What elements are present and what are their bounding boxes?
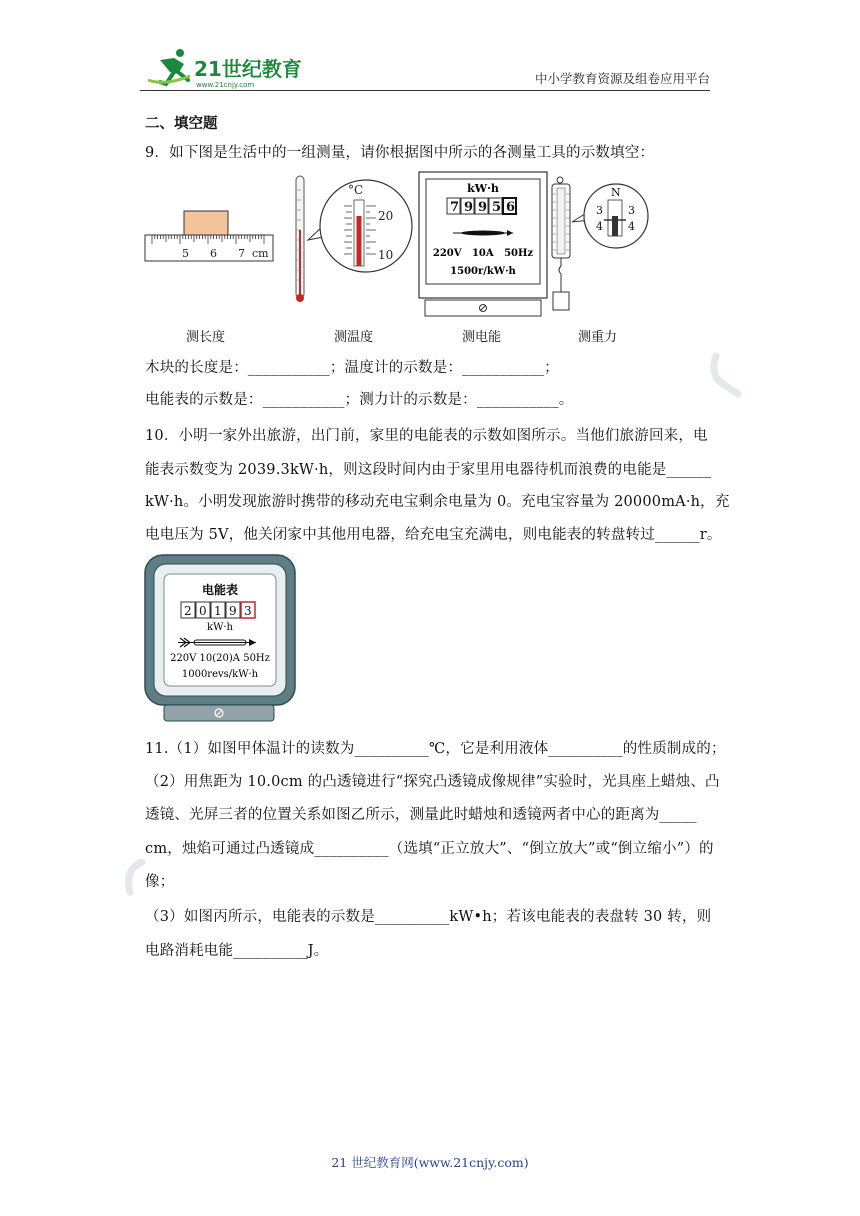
platform-name: 中小学教育资源及组卷应用平台 xyxy=(534,71,710,86)
page-footer: 21 世纪教育网(www.21cnjy.com) xyxy=(331,1155,529,1170)
thermometer-zoom-circle xyxy=(320,180,412,272)
thermometer-figure xyxy=(290,170,420,310)
section-title: 二、填空题 xyxy=(145,115,218,132)
wood-block xyxy=(184,211,228,235)
q9-answer-line-1: 木块的长度是：___________；温度计的示数是：___________； xyxy=(145,360,559,376)
q10-energy-meter xyxy=(144,554,296,722)
spring-scale-label-3-right: 3 xyxy=(628,204,635,217)
caption-length: 测长度 xyxy=(186,330,226,345)
q11-line-7: 电路消耗电能__________J。 xyxy=(145,943,329,959)
ruler-label-cm: cm xyxy=(252,247,269,260)
q9-answer-line-2: 电能表的示数是：___________；测力计的示数是：___________。 xyxy=(145,392,574,408)
meter-digit-4: 5 xyxy=(492,200,502,215)
thermometer-bulb xyxy=(296,294,304,302)
thermometer-unit: °C xyxy=(348,183,364,197)
meter-rate: 1000revs/kW·h xyxy=(181,669,259,680)
q11-line-1: 11.（1）如图甲体温计的读数为__________℃，它是利用液体__________的性质制成的； xyxy=(145,741,726,757)
hanging-weight xyxy=(553,292,569,310)
meter-spec: 220V 10(20)A 50Hz xyxy=(170,653,270,664)
spring-scale-label-4-right: 4 xyxy=(628,220,635,233)
meter-digit-4: 9 xyxy=(229,604,237,618)
caption-temperature: 测温度 xyxy=(334,330,374,345)
meter-unit: kW·h xyxy=(207,622,233,633)
q11-line-6: （3）如图丙所示，电能表的示数是__________kW•h；若该电能表的表盘转 30 转，则 xyxy=(145,909,712,925)
meter-digit-1: 7 xyxy=(450,200,460,215)
meter-digit-3: 9 xyxy=(478,200,488,215)
q10-line-2: 能表示数变为 2039.3kW·h，则这段时间内由于家里用电器待机而浪费的电能是______ xyxy=(145,462,712,478)
page-header xyxy=(140,44,710,91)
spring-scale-label-3-left: 3 xyxy=(596,204,603,217)
logo-url: www.21cnjy.com xyxy=(196,81,255,89)
q10-line-3: kW·h。小明发现旅游时携带的移动充电宝剩余电量为 0。充电宝容量为 20000mA·h，充 xyxy=(145,494,730,510)
meter-rate: 1500r/kW·h xyxy=(450,266,516,277)
meter-title: 电能表 xyxy=(201,583,239,597)
meter-digit-5: 3 xyxy=(244,604,252,618)
q11-line-2: （2）用焦距为 10.0cm 的凸透镜进行“探究凸透镜成像规律”实验时，光具座上蜡烛、凸 xyxy=(145,774,720,790)
ruler-figure xyxy=(144,208,276,263)
q11-line-4: cm，烛焰可通过凸透镜成__________（选填“正立放大”、“倒立放大”或“倒立缩小”）的 xyxy=(145,841,714,857)
watermark-mark-left xyxy=(120,858,150,898)
spring-scale-unit: N xyxy=(611,186,621,199)
q9-figure-row xyxy=(140,170,720,350)
ruler-label-7: 7 xyxy=(238,247,245,260)
meter-spec: 220V 10A 50Hz xyxy=(432,248,534,259)
q11-line-3: 透镜、光屏三者的位置关系如图乙所示，测量此时蜡烛和透镜两者中心的距离为_____ xyxy=(145,807,697,823)
thermometer-label-10: 10 xyxy=(378,248,394,262)
caption-energy: 测电能 xyxy=(462,330,502,345)
meter-digit-1: 2 xyxy=(184,604,192,618)
q9-stem: 9．如下图是生活中的一组测量，请你根据图中所示的各测量工具的示数填空： xyxy=(145,145,655,161)
site-logo xyxy=(140,46,310,90)
caption-force: 测重力 xyxy=(578,330,618,345)
ruler-label-6: 6 xyxy=(210,247,217,260)
q11-line-5: 像； xyxy=(145,874,175,890)
energy-meter-figure xyxy=(417,170,551,320)
meter-digit-3: 1 xyxy=(214,604,222,618)
q10-line-1: 10．小明一家外出旅游，出门前，家里的电能表的示数如图所示。当他们旅游回来，电 xyxy=(145,428,708,444)
thermometer-liquid xyxy=(357,216,362,266)
logo-text: 21世纪教育 xyxy=(194,57,302,81)
meter-unit: kW·h xyxy=(467,182,499,195)
ruler-label-5: 5 xyxy=(182,247,189,260)
watermark-mark-right xyxy=(708,352,748,400)
spring-scale-label-4-left: 4 xyxy=(596,220,603,233)
runner-icon xyxy=(148,49,190,84)
meter-digit-2: 9 xyxy=(464,200,474,215)
q10-line-4: 电电压为 5V，他关闭家中其他用电器，给充电宝充满电，则电能表的转盘转过______r。 xyxy=(145,527,722,543)
meter-digit-2: 0 xyxy=(199,604,207,618)
thermometer-label-20: 20 xyxy=(378,209,394,223)
meter-digit-5: 6 xyxy=(506,200,516,215)
spring-scale-figure xyxy=(546,176,656,316)
